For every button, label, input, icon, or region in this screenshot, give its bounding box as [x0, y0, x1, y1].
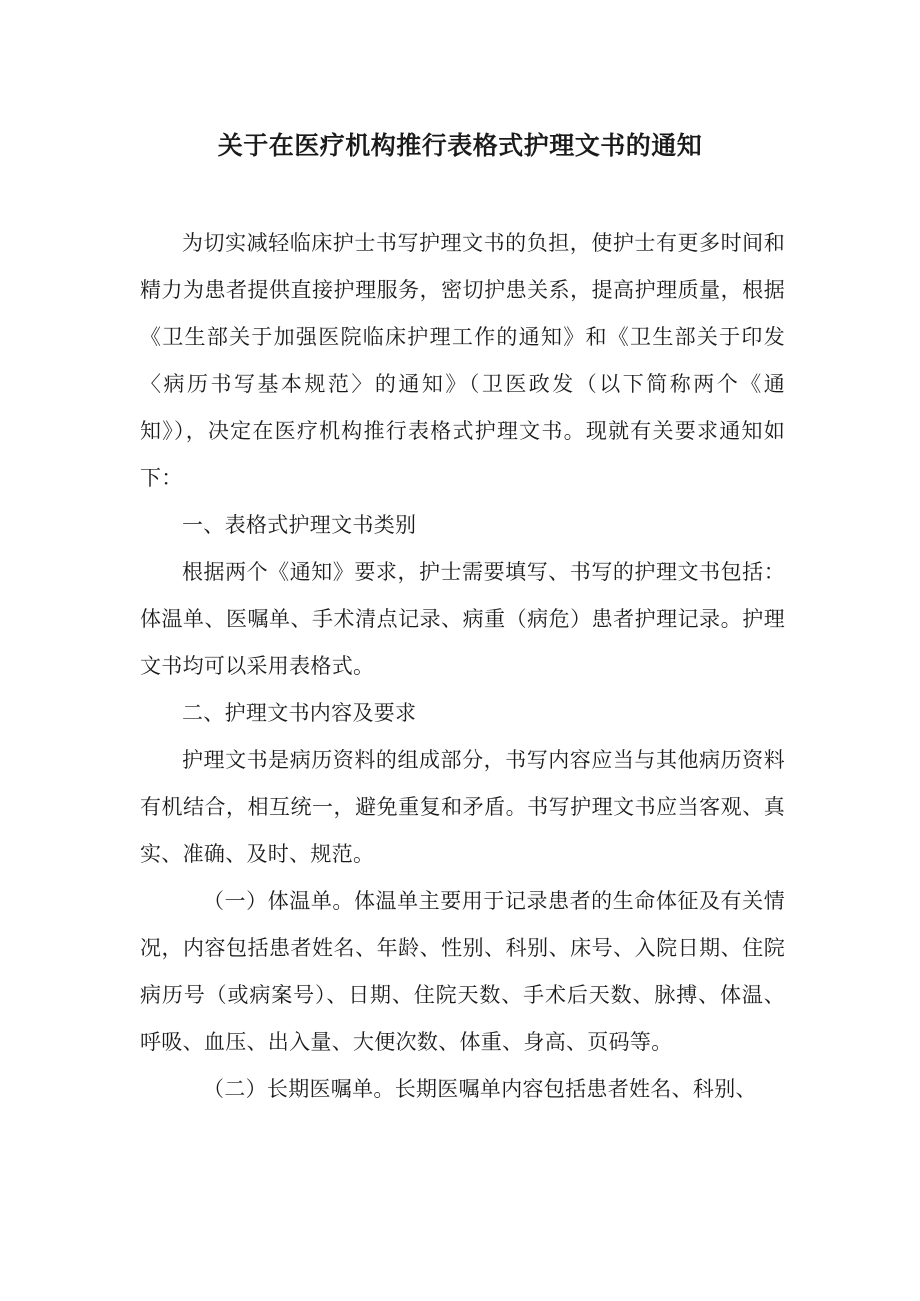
paragraph-intro: 为切实减轻临床护士书写护理文书的负担，使护士有更多时间和精力为患者提供直接护理服务，密切护患关系，提高护理质量，根据《卫生部关于加强医院临床护理工作的通知》和《卫生部关于印发〈病历书写基本规范〉的通知》（卫医政发（以下简称两个《通知》），决定在医疗机构推行表格式护理文书。现就有关要求通知如下： — [140, 231, 785, 490]
document-title: 关于在医疗机构推行表格式护理文书的通知 — [217, 131, 703, 160]
paragraph-requirements: 护理文书是病历资料的组成部分，书写内容应当与其他病历资料有机结合，相互统一，避免重复和矛盾。书写护理文书应当客观、真实、准确、及时、规范。 — [140, 748, 785, 866]
section-heading-1: 一、表格式护理文书类别 — [182, 513, 417, 537]
document-body — [140, 220, 785, 1113]
paragraph-categories: 根据两个《通知》要求，护士需要填写、书写的护理文书包括：体温单、医嘱单、手术清点记录、病重（病危）患者护理记录。护理文书均可以采用表格式。 — [140, 560, 785, 678]
section-heading-2: 二、护理文书内容及要求 — [182, 701, 417, 725]
paragraph-long-term-orders: （二）长期医嘱单。长期医嘱单内容包括患者姓名、科别、 — [203, 1077, 757, 1101]
paragraph-temperature-chart: （一）体温单。体温单主要用于记录患者的生命体征及有关情况，内容包括患者姓名、年龄、性别、科别、床号、入院日期、住院病历号（或病案号）、日期、住院天数、手术后天数、脉搏、体温、呼吸、血压、出入量、大便次数、体重、身高、页码等。 — [140, 889, 785, 1054]
